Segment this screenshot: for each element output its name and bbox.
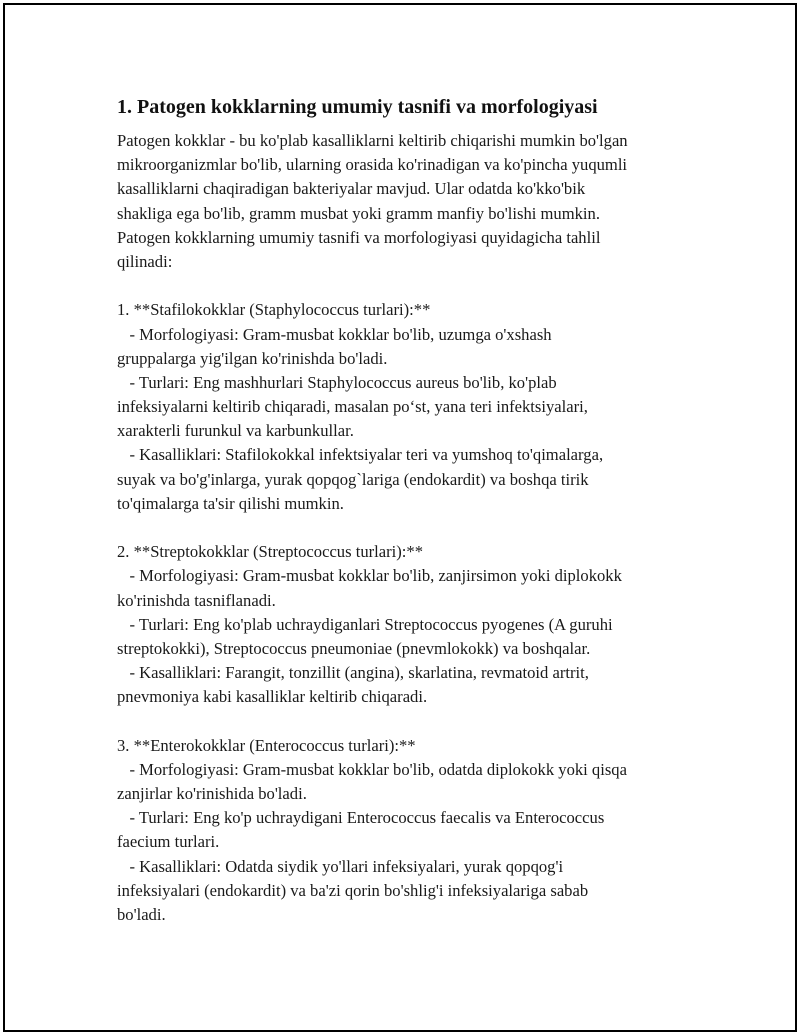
text-line: qilinadi: (117, 251, 173, 271)
text-line (117, 516, 697, 540)
text-line: 3. **Enterokokklar (Enterococcus turlari):** (117, 735, 416, 755)
text-line: ko'rinishda tasniflanadi. (117, 590, 276, 610)
document-title: 1. Patogen kokklarning umumiy tasnifi va morfologiyasi (117, 96, 598, 118)
text-line: zanjirlar ko'rinishida bo'ladi. (117, 784, 307, 804)
text-line: - Turlari: Eng ko'p uchraydigani Enterococcus faecalis va Enterococcus (117, 808, 605, 828)
text-line (117, 710, 697, 734)
text-line: - Morfologiyasi: Gram-musbat kokklar bo'lib, odatda diplokokk yoki qisqa (117, 759, 627, 779)
text-line: - Morfologiyasi: Gram-musbat kokklar bo'lib, uzumga o'xshash (117, 324, 552, 344)
text-line: 1. **Stafilokokklar (Staphylococcus turlari):** (117, 300, 431, 320)
text-line: 2. **Streptokokklar (Streptococcus turlari):** (117, 542, 423, 562)
text-line: - Kasalliklari: Stafilokokkal infektsiyalar teri va yumshoq to'qimalarga, (117, 445, 604, 465)
text-line: infeksiyalarni keltirib chiqaradi, masalan po‘st, yana teri infektsiyalari, (117, 397, 588, 417)
text-line: - Kasalliklari: Farangit, tonzillit (angina), skarlatina, revmatoid artrit, (117, 663, 589, 683)
text-line: Patogen kokklar - bu ko'plab kasalliklarni keltirib chiqarishi mumkin bo'lgan (117, 131, 628, 150)
text-line: mikroorganizmlar bo'lib, ularning orasida ko'rinadigan va ko'pincha yuqumli (117, 155, 628, 175)
text-line: kasalliklarni chaqiradigan bakteriyalar mavjud. Ular odatda ko'kko'bik (117, 179, 586, 199)
text-line: xarakterli furunkul va karbunkullar. (117, 421, 354, 441)
document-body (117, 95, 697, 927)
text-line: to'qimalarga ta'sir qilishi mumkin. (117, 493, 344, 513)
text-line: - Morfologiyasi: Gram-musbat kokklar bo'lib, zanjirsimon yoki diplokokk (117, 566, 622, 586)
text-line: suyak va bo'g'inlarga, yurak qopqog`lariga (endokardit) va boshqa tirik (117, 469, 589, 489)
text-line: pnevmoniya kabi kasalliklar keltirib chiqaradi. (117, 687, 428, 707)
text-line: - Turlari: Eng ko'plab uchraydiganlari Streptococcus pyogenes (A guruhi (117, 614, 613, 634)
text-line: infeksiyalari (endokardit) va ba'zi qorin bo'shlig'i infeksiyalariga sabab (117, 880, 589, 900)
text-line: shakliga ega bo'lib, gramm musbat yoki gramm manfiy bo'lishi mumkin. (117, 203, 600, 223)
text-line: gruppalarga yig'ilgan ko'rinishda bo'ladi. (117, 348, 388, 368)
text-line: bo'ladi. (117, 905, 166, 924)
text-line: streptokokki), Streptococcus pneumoniae (pnevmlokokk) va boshqalar. (117, 638, 591, 658)
document-text (117, 129, 697, 927)
text-line: faecium turlari. (117, 832, 220, 852)
text-line: - Kasalliklari: Odatda siydik yo'llari infeksiyalari, yurak qopqog'i (117, 856, 564, 876)
text-line (117, 274, 697, 298)
text-line: - Turlari: Eng mashhurlari Staphylococcus aureus bo'lib, ko'plab (117, 372, 557, 392)
text-line: Patogen kokklarning umumiy tasnifi va morfologiyasi quyidagicha tahlil (117, 227, 601, 247)
